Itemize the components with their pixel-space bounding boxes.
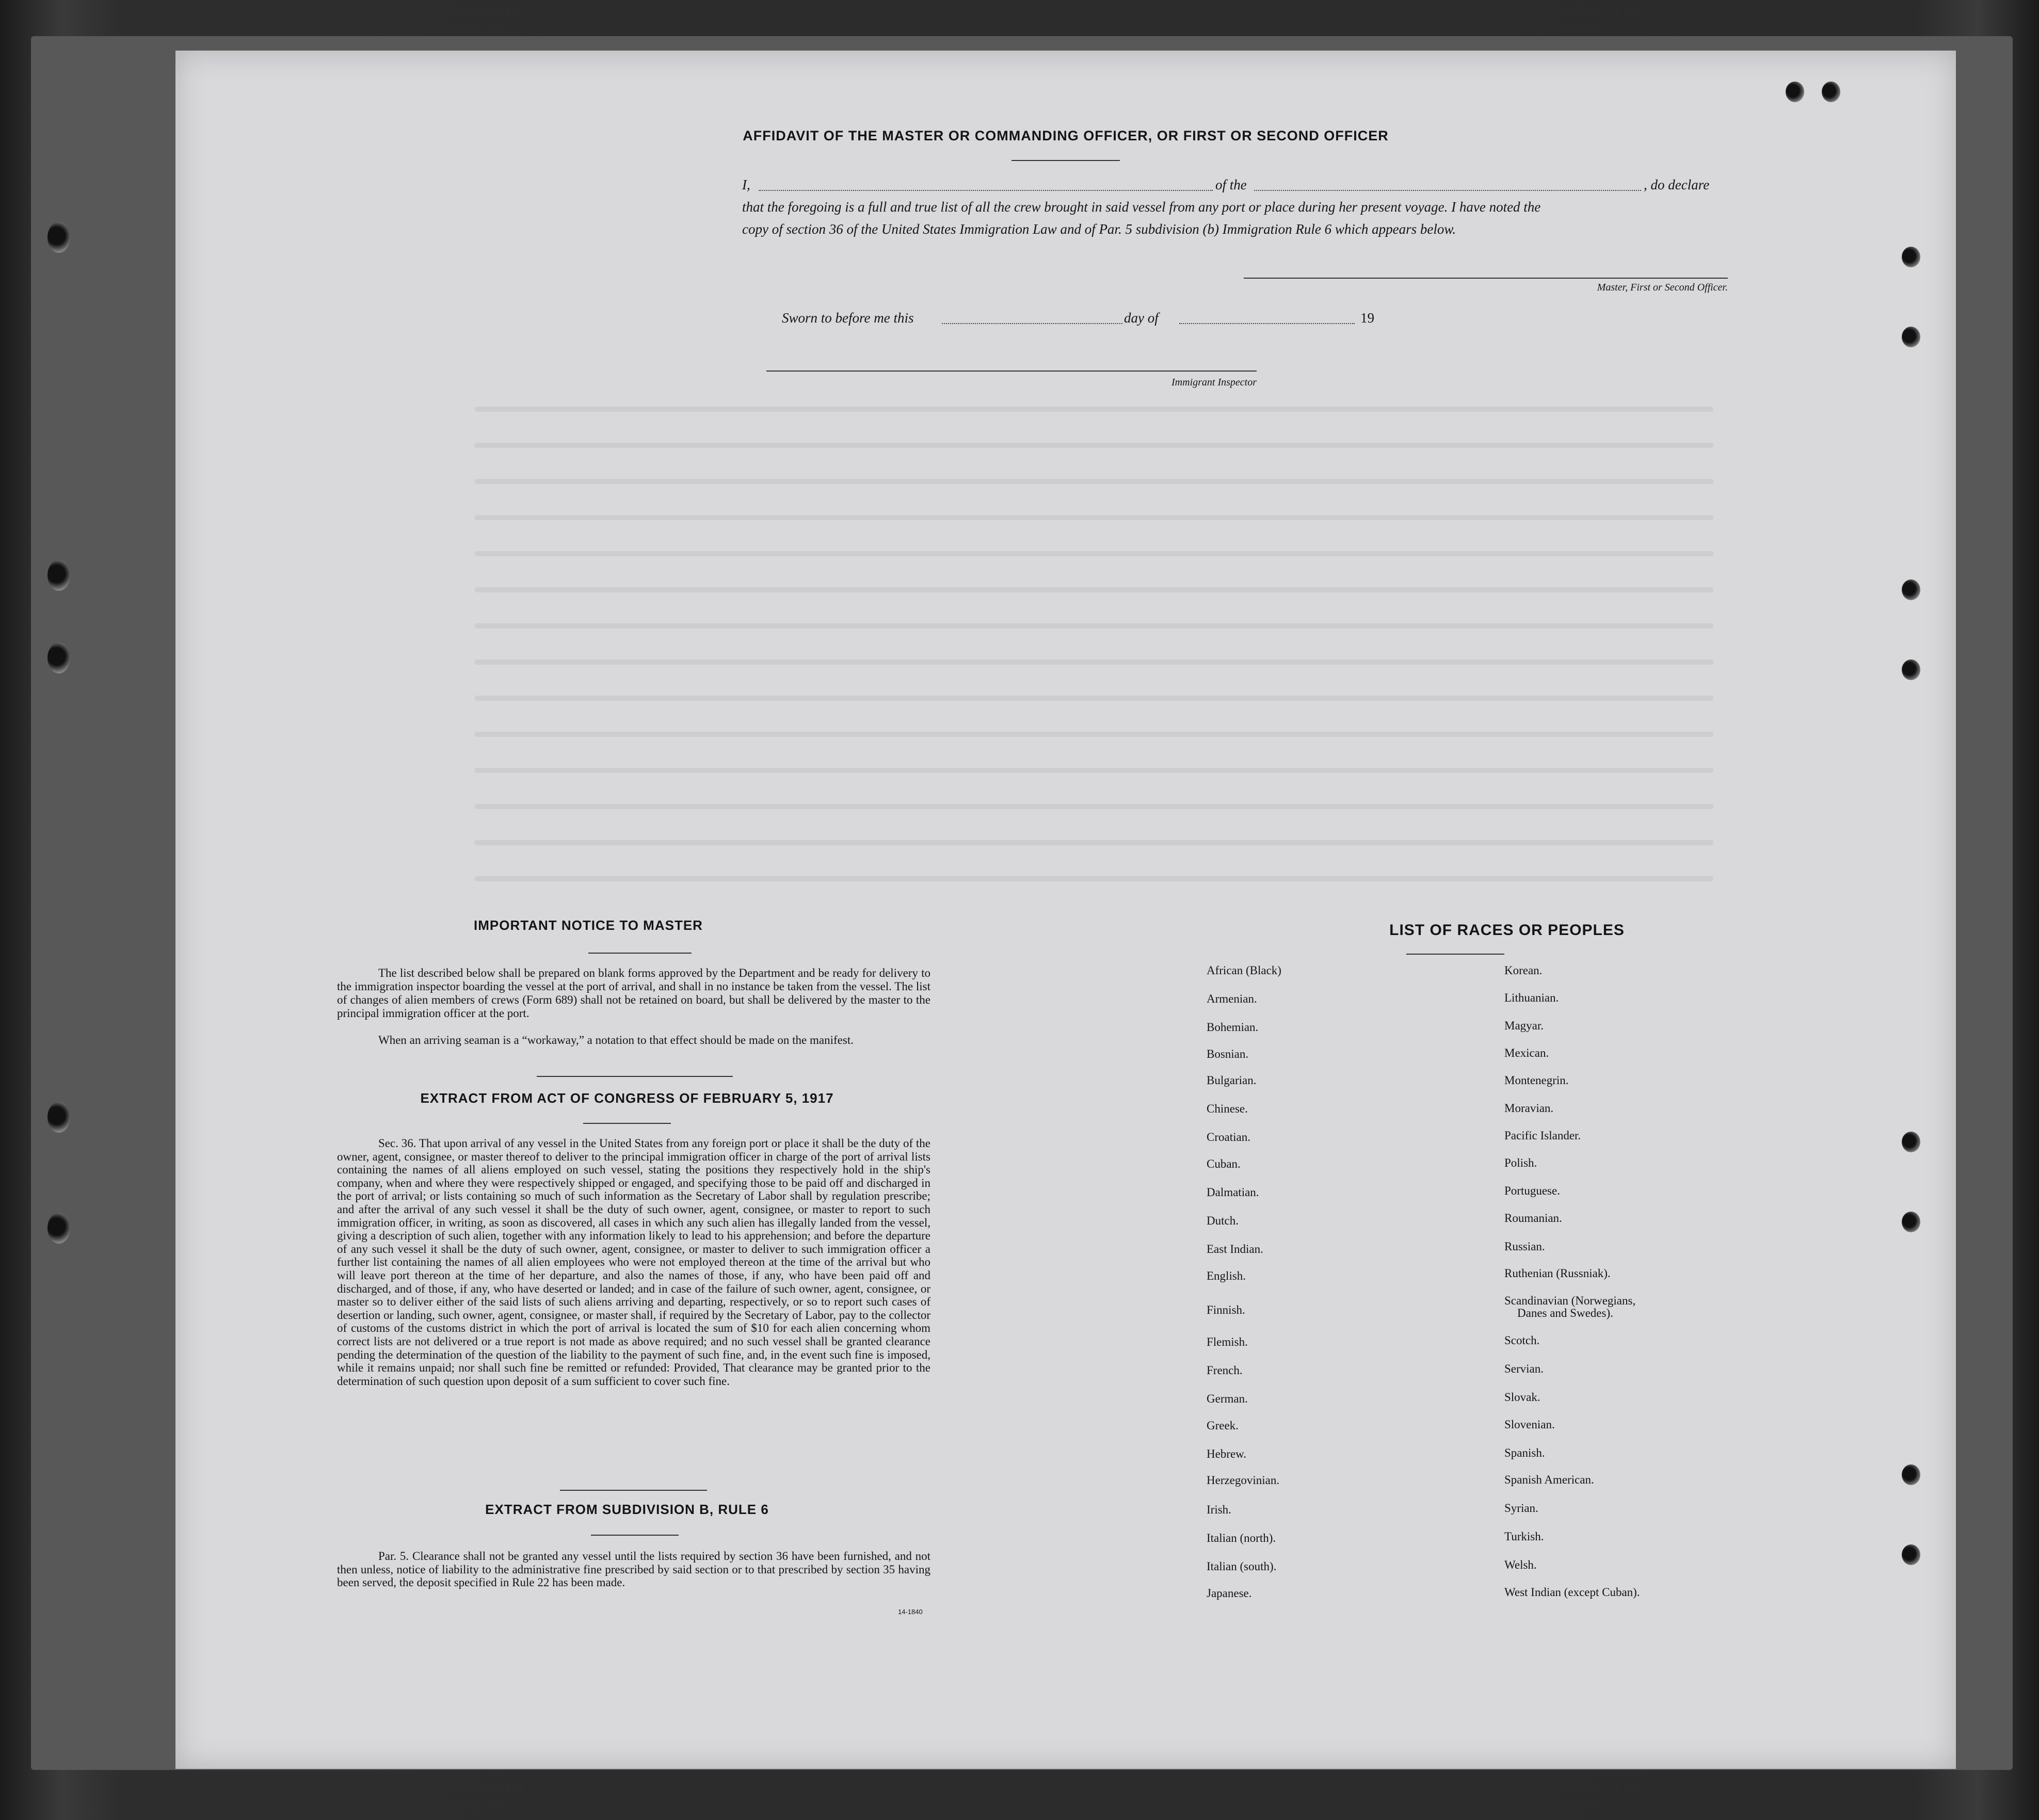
binder-hole [1902, 1132, 1920, 1152]
race-left-item: Japanese. [1207, 1587, 1252, 1600]
race-right-item: Lithuanian. [1504, 991, 1559, 1004]
vessel-name-field[interactable] [1254, 190, 1641, 191]
bleed-through-row [475, 768, 1713, 773]
race-right-item: Montenegrin. [1504, 1074, 1569, 1087]
race-left-item: Dalmatian. [1207, 1186, 1259, 1199]
affidavit-line-2: that the foregoing is a full and true list of all the crew brought in said vessel from any port or place during her present voyage. I have noted the [742, 199, 1541, 215]
form-code: 14-1840 [898, 1608, 923, 1616]
binder-hole [1902, 1544, 1920, 1565]
race-left-item: Italian (south). [1207, 1560, 1277, 1573]
bleed-through-row [475, 659, 1713, 665]
inspector-signature-line[interactable] [766, 371, 1257, 372]
bleed-through-row [475, 876, 1713, 881]
race-left-item: Herzegovinian. [1207, 1474, 1280, 1487]
race-left-item: Bohemian. [1207, 1021, 1259, 1034]
races-title: LIST OF RACES OR PEOPLES [1389, 922, 1625, 939]
binder-hole [1902, 247, 1920, 267]
race-right-item: Scandinavian (Norwegians, [1504, 1294, 1636, 1307]
race-left-item: English. [1207, 1269, 1246, 1282]
race-left-item: Bosnian. [1207, 1048, 1249, 1060]
sworn-day-field[interactable] [942, 323, 1122, 324]
master-name-field[interactable] [759, 190, 1213, 191]
race-right-item: Slovak. [1504, 1391, 1540, 1404]
binder-hole [47, 1102, 70, 1133]
bleed-through-row [475, 804, 1713, 809]
race-left-item: Chinese. [1207, 1102, 1248, 1115]
race-right-item: Turkish. [1504, 1530, 1544, 1543]
binder-hole [47, 222, 70, 253]
year-label: 19 [1360, 310, 1374, 326]
race-left-item: African (Black) [1207, 964, 1281, 977]
extract-act-text: Sec. 36. That upon arrival of any vessel in the United States from any foreign port or place it shall be the duty of the owner, agent, consignee, or master thereof to deliver to the principal immigration officer in charge of the port of arrival lists containing the names of all aliens employed on such vessel, stating the positions they respectively hold in the ship's company, when and where they were respectively shipped or engaged, and specifying those to be paid off and discharged in the port of arrival; or lists containing so much of such information as the Secretary of Labor shall by regulation prescribe; and after the arrival of any such vessel it shall be the duty of such owner, agent, consignee, or master to report to such immigration officer, in writing, as soon as discovered, all cases in which any such alien has illegally landed from the vessel, giving a description of such alien, together with any information likely to lead to his apprehension; and before the departure of any such vessel it shall be the duty of such owner, agent, consignee, or master to deliver to such immigration officer a further list containing the names of all alien employees who were not employed thereon at the time of the arrival but who will leave port thereon at the time of her departure, and also the names of those, if any, who have been paid off and discharged, and of those, if any, who have deserted or landed; and in case of the failure of such owner, agent, consignee, or master so to deliver either of the said lists of such aliens arriving and departing, respectively, or so to report such cases of desertion or landing, such owner, agent, consignee, or master shall, if required by the Secretary of Labor, pay to the collector of customs of the customs district in which the port of arrival is located the sum of $10 for each alien concerning whom correct lists are not delivered or a true report is not made as above required; and no such vessel shall be granted clearance pending the determination of the question of the liability to the payment of such fine, and, in the event such fine is imposed, while it remains unpaid; nor shall such fine be remitted or refunded: Provided, That clearance may be granted prior to the determination of such question upon deposit of a sum sufficient to cover such fine. [337, 1137, 930, 1388]
race-right-item: Moravian. [1504, 1102, 1554, 1115]
bleed-through-row [475, 696, 1713, 701]
race-right-item: Mexican. [1504, 1046, 1549, 1059]
affidavit-of-the-label: of the [1215, 177, 1247, 192]
race-left-item: East Indian. [1207, 1243, 1263, 1255]
notice-paragraph-1: The list described below shall be prepared on blank forms approved by the Department and be ready for delivery to the immigration inspector boarding the vessel at the port of arrival, and shall in no instance be taken from the vessel. The list of changes of alien members of crews (Form 689) shall not be retained on board, but shall be delivered by the master to the principal immigration officer at the port. [337, 967, 930, 1020]
binder-hole [1902, 579, 1920, 600]
bleed-through-row [475, 840, 1713, 845]
affidavit-i-label: I, [742, 177, 750, 192]
affidavit-do-declare: , do declare [1644, 177, 1710, 192]
bleed-through-row [475, 443, 1713, 448]
race-right-item: Spanish American. [1504, 1473, 1594, 1486]
race-left-item: Bulgarian. [1207, 1074, 1257, 1087]
race-right-item: Russian. [1504, 1240, 1545, 1253]
sworn-month-field[interactable] [1179, 323, 1355, 324]
race-left-item: Greek. [1207, 1419, 1239, 1432]
race-right-item: Portuguese. [1504, 1184, 1560, 1197]
extract-act-title-rule [583, 1123, 671, 1124]
race-right-item: Ruthenian (Russniak). [1504, 1267, 1611, 1280]
race-left-item: Irish. [1207, 1503, 1231, 1516]
notice-title: IMPORTANT NOTICE TO MASTER [474, 917, 703, 933]
binder-hole [47, 642, 70, 673]
extract-act-top-rule [537, 1076, 733, 1077]
binder-hole [47, 1213, 70, 1244]
race-left-item: Dutch. [1207, 1214, 1239, 1227]
race-left-item: Finnish. [1207, 1303, 1245, 1316]
manifest-page [175, 51, 1956, 1769]
bleed-through-row [475, 407, 1713, 412]
bleed-through-row [475, 515, 1713, 520]
binder-hole [1902, 1212, 1920, 1232]
master-signature-caption: Master, First or Second Officer. [1597, 282, 1728, 293]
race-left-item: German. [1207, 1392, 1248, 1405]
race-right-item: Scotch. [1504, 1334, 1540, 1347]
race-left-item: Armenian. [1207, 992, 1257, 1005]
race-right-item: Welsh. [1504, 1558, 1537, 1571]
binder-hole [1822, 82, 1840, 102]
race-left-item: Italian (north). [1207, 1532, 1276, 1544]
races-title-rule [1406, 954, 1504, 955]
day-of-label: day of [1124, 310, 1159, 326]
binder-hole [1902, 659, 1920, 680]
race-left-item: Hebrew. [1207, 1447, 1247, 1460]
race-right-item: Spanish. [1504, 1446, 1545, 1459]
race-right-item: Servian. [1504, 1362, 1544, 1375]
extract-act-title: EXTRACT FROM ACT OF CONGRESS OF FEBRUARY 5, 1917 [420, 1090, 834, 1106]
race-right-item: West Indian (except Cuban). [1504, 1586, 1640, 1599]
affidavit-line-3: copy of section 36 of the United States Immigration Law and of Par. 5 subdivision (b) Immigration Rule 6 which appears below. [742, 221, 1456, 237]
bleed-through-row [475, 479, 1713, 484]
race-right-item: Slovenian. [1504, 1418, 1555, 1431]
race-left-item: Cuban. [1207, 1157, 1241, 1170]
bleed-through-row [475, 551, 1713, 556]
notice-title-rule [588, 953, 692, 954]
extract-rule-title: EXTRACT FROM SUBDIVISION B, RULE 6 [485, 1502, 769, 1517]
affidavit-title-rule [1012, 160, 1120, 161]
race-left-item: French. [1207, 1364, 1243, 1377]
affidavit-title: AFFIDAVIT OF THE MASTER OR COMMANDING OFFICER, OR FIRST OR SECOND OFFICER [743, 128, 1389, 143]
race-right-item: Magyar. [1504, 1019, 1544, 1032]
binder-hole [1786, 82, 1804, 102]
race-right-item: Polish. [1504, 1156, 1537, 1169]
race-right-item: Pacific Islander. [1504, 1129, 1581, 1142]
race-left-item: Flemish. [1207, 1335, 1248, 1348]
race-left-item: Croatian. [1207, 1131, 1250, 1143]
bleed-through-row [475, 623, 1713, 629]
notice-paragraph-2: When an arriving seaman is a “workaway,” a notation to that effect should be made on the manifest. [378, 1034, 854, 1046]
inspector-caption: Immigrant Inspector [1171, 377, 1257, 388]
race-right-item: Danes and Swedes). [1517, 1307, 1613, 1319]
race-right-item: Syrian. [1504, 1502, 1538, 1515]
race-right-item: Roumanian. [1504, 1212, 1562, 1225]
extract-rule-title-rule [591, 1535, 679, 1536]
binder-hole [1902, 1464, 1920, 1485]
bleed-through-row [475, 732, 1713, 737]
extract-rule-top-rule [560, 1490, 707, 1491]
binder-hole [1902, 327, 1920, 347]
race-right-item: Korean. [1504, 964, 1543, 977]
master-signature-line[interactable] [1244, 278, 1728, 279]
sworn-label: Sworn to before me this [782, 310, 914, 326]
bleed-through-row [475, 587, 1713, 592]
extract-rule-text: Par. 5. Clearance shall not be granted any vessel until the lists required by section 36 have been furnished, and not then unless, notice of liability to the administrative fine prescribed by said section or to that prescribed by section 35 having been served, the deposit specified in Rule 22 has been made. [337, 1550, 930, 1589]
binder-hole [47, 560, 70, 591]
